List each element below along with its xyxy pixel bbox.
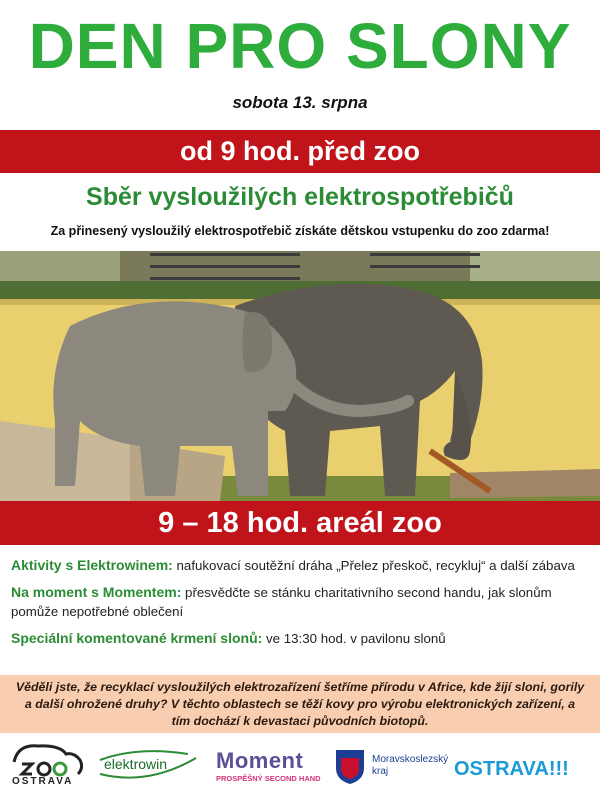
fact-box: Věděli jste, že recyklací vysloužilých elektrozařízení šetříme přírodu v Africe, kde žijí sloni, gorily a další ohrožené druhy? V těchto oblastech se těží kovy pro výrobu elektronických zařízení, a tím dochází k devastaci původních biotopů. [0, 675, 600, 733]
collection-heading: Sběr vysloužilých elektrospotřebičů [86, 183, 514, 211]
collection-note: Za přinesený vysloužilý elektrospotřebič získáte dětskou vstupenku do zoo zdarma! [50, 224, 550, 238]
kraj-emblem-icon [332, 746, 368, 786]
activity-feeding [11, 629, 591, 648]
zoo-logo-text: OSTRAVA [12, 776, 74, 787]
zoo-hours-banner: 9 – 18 hod. areál zoo [0, 501, 600, 545]
zoo-ostrava-logo [8, 740, 90, 796]
kraj-line2: kraj [372, 766, 389, 777]
activity-label: Na moment s Momentem: [11, 584, 182, 600]
activity-label: Aktivity s Elektrowinem: [11, 557, 173, 573]
kraj-line1: Moravskoslezský [372, 754, 449, 765]
page-title: DEN PRO SLONY [28, 10, 572, 82]
activity-moment [11, 583, 591, 621]
morning-banner: od 9 hod. před zoo [0, 130, 600, 173]
event-date: sobota 13. srpna [232, 93, 368, 112]
activity-text: ve 13:30 hod. v pavilonu slonů [262, 631, 446, 646]
ostrava-text: OSTRAVA!!! [454, 758, 569, 780]
moment-tagline: PROSPĚŠNÝ SECOND HAND [216, 774, 321, 783]
activity-text: nafukovací soutěžní dráha „Přelez přeskoč, recykluj“ a další zábava [172, 558, 575, 573]
ostrava-logo [452, 740, 598, 796]
elektrowin-text: elektrowin [104, 756, 168, 772]
activity-label: Speciální komentované krmení slonů: [11, 630, 263, 646]
moment-name: Moment [216, 748, 304, 773]
elektrowin-logo [98, 740, 198, 796]
sponsor-logos [0, 740, 600, 800]
elephants-photo [0, 251, 600, 501]
moment-logo [214, 740, 324, 796]
activity-list [11, 556, 591, 656]
activity-text: přesvědčte se stánku charitativního second handu, jak slonům pomůže nepotřebné oblečení [11, 585, 552, 619]
kraj-logo [332, 740, 448, 796]
activity-elektrowin [11, 556, 591, 575]
